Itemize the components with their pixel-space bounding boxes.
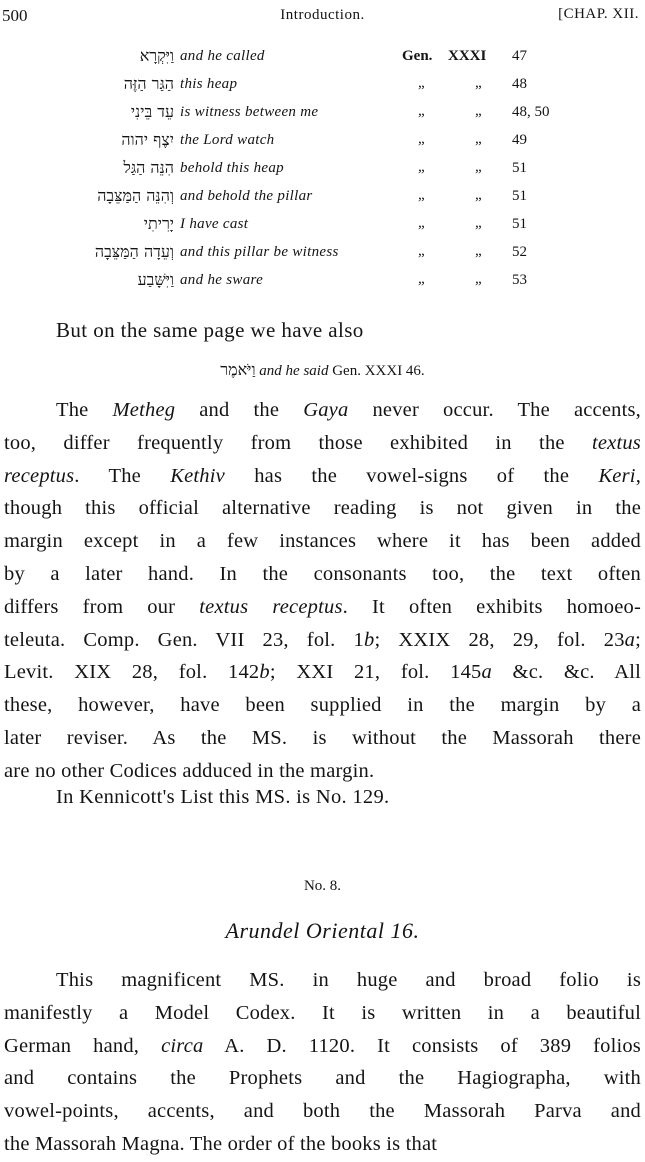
english-gloss: is witness between me	[180, 104, 319, 120]
text-line: differs from our textus receptus. It often exhibits homoeo-	[4, 595, 641, 618]
kennicott-line: In Kennicott's List this MS. is No. 129.	[56, 786, 390, 808]
ditto-mark-chapter: „	[475, 159, 482, 175]
text-line: and contains the Prophets and the Hagiographa, with	[4, 1067, 641, 1090]
italic-term: Kethiv	[170, 464, 225, 487]
italic-term: b	[259, 661, 270, 684]
hebrew-word: וְהִנֵּה הַמַּצֵּבָה	[97, 186, 174, 205]
ditto-mark-book: „	[418, 243, 425, 259]
verse-reference: 51	[512, 216, 527, 232]
text-line: these, however, have been supplied in the margin by a	[4, 694, 641, 717]
italic-term: textus receptus	[199, 595, 343, 618]
italic-term: a	[481, 661, 492, 684]
text-line: This magnificent MS. in huge and broad folio is	[56, 969, 641, 991]
english-gloss: I have cast	[180, 216, 249, 232]
english-gloss: and this pillar be witness	[180, 244, 339, 260]
hebrew-word-table	[0, 44, 645, 296]
citation-english: and he said	[259, 363, 329, 379]
english-gloss: this heap	[180, 76, 238, 92]
ditto-mark-chapter: „	[475, 243, 482, 259]
word-table-row	[0, 72, 645, 100]
verse-reference: 48, 50	[512, 104, 550, 120]
running-title: Introduction.	[280, 7, 365, 23]
text-line: too, differ frequently from those exhibited in the textus	[4, 431, 641, 454]
italic-term: textus	[591, 431, 641, 454]
text-line: are no other Codices adduced in the margin.	[4, 759, 375, 782]
verse-reference: 48	[512, 76, 527, 92]
italic-term: circa	[161, 1034, 204, 1057]
word-table-row	[0, 268, 645, 296]
text-line: vowel-points, accents, and both the Massorah Parva and	[4, 1100, 641, 1123]
verse-reference: 52	[512, 244, 527, 260]
ditto-mark-chapter: „	[475, 187, 482, 203]
hebrew-word: הִנֵּה הַגַּל	[123, 158, 174, 177]
paragraph-arundel	[4, 964, 641, 1161]
italic-term: Keri	[598, 464, 636, 487]
word-table-row	[0, 128, 645, 156]
chapter-label: [CHAP. XII.	[558, 6, 639, 22]
hebrew-word: עֵד בֵּינִי	[130, 102, 174, 121]
verse-reference: 51	[512, 188, 527, 204]
citation-line	[0, 360, 645, 380]
italic-term: Metheg	[112, 399, 176, 421]
chapter-reference: XXXI	[448, 48, 487, 64]
word-table-row	[0, 156, 645, 184]
page-number: 500	[2, 6, 28, 25]
ditto-mark-book: „	[418, 271, 425, 287]
english-gloss: behold this heap	[180, 160, 284, 176]
hebrew-word: יָרִיתִי	[143, 214, 174, 233]
word-table-row	[0, 212, 645, 240]
ditto-mark-chapter: „	[475, 271, 482, 287]
english-gloss: and behold the pillar	[180, 188, 313, 204]
ditto-mark-chapter: „	[475, 215, 482, 231]
text-line: receptus. The Kethiv has the vowel-signs of the Keri,	[4, 464, 642, 487]
ditto-mark-book: „	[418, 131, 425, 147]
hebrew-word: וְעֵדָה הַמַּצֵּבָה	[94, 242, 174, 261]
text-line: The Metheg and the Gaya never occur. The accents,	[56, 399, 642, 421]
text-line: the Massorah Magna. The order of the books is that	[4, 1132, 438, 1155]
ditto-mark-chapter: „	[475, 103, 482, 119]
section-title: Arundel Oriental 16.	[225, 918, 420, 943]
hebrew-word: וַיִּשָּׁבַע	[137, 270, 174, 289]
citation-hebrew: וַיֹּאמֶר	[220, 360, 256, 379]
hebrew-word: וַיִּקְרָא	[139, 46, 174, 65]
english-gloss: and he called	[180, 48, 265, 64]
ditto-mark-book: „	[418, 103, 425, 119]
italic-term: Gaya	[303, 399, 349, 421]
paragraph-metheg	[4, 394, 641, 788]
ditto-mark-chapter: „	[475, 75, 482, 91]
text-line: Levit. XIX 28, fol. 142b; XXI 21, fol. 145a &c. &c. All	[4, 661, 641, 684]
verse-reference: 47	[512, 48, 527, 64]
running-header	[0, 6, 645, 30]
ditto-mark-book: „	[418, 75, 425, 91]
section-number: No. 8.	[303, 878, 342, 894]
word-table-row	[0, 100, 645, 128]
text-line: teleuta. Comp. Gen. VII 23, fol. 1b; XXIX 28, 29, fol. 23a;	[4, 628, 641, 651]
book-reference: Gen.	[402, 48, 433, 64]
italic-term: receptus	[4, 464, 75, 487]
text-line: German hand, circa A. D. 1120. It consists of 389 folios	[4, 1034, 641, 1057]
word-table-row	[0, 184, 645, 212]
verse-reference: 51	[512, 160, 527, 176]
english-gloss: and he sware	[180, 272, 264, 288]
word-table-row	[0, 240, 645, 268]
hebrew-word: הַגַּר הַזֶּה	[123, 74, 174, 93]
ditto-mark-chapter: „	[475, 131, 482, 147]
ditto-mark-book: „	[418, 187, 425, 203]
verse-reference: 53	[512, 272, 527, 288]
italic-term: b	[364, 628, 375, 651]
also-line: But on the same page we have also	[56, 318, 364, 342]
english-gloss: the Lord watch	[180, 132, 275, 148]
text-line: by a later hand. In the consonants too, the text often	[4, 562, 641, 585]
text-line: manifestly a Model Codex. It is written in a beautiful	[4, 1001, 641, 1024]
word-table-row	[0, 44, 645, 72]
text-line: later reviser. As the MS. is without the Massorah there	[4, 726, 641, 749]
verse-reference: 49	[512, 132, 527, 148]
ditto-mark-book: „	[418, 215, 425, 231]
hebrew-word: יִצֶף יהוה	[121, 130, 174, 149]
text-line: though this official alternative reading is not given in the	[4, 497, 641, 520]
text-line: margin except in a few instances where it has been added	[4, 530, 641, 553]
italic-term: a	[624, 628, 636, 651]
ditto-mark-book: „	[418, 159, 425, 175]
citation-reference: Gen. XXXI 46.	[332, 363, 425, 379]
